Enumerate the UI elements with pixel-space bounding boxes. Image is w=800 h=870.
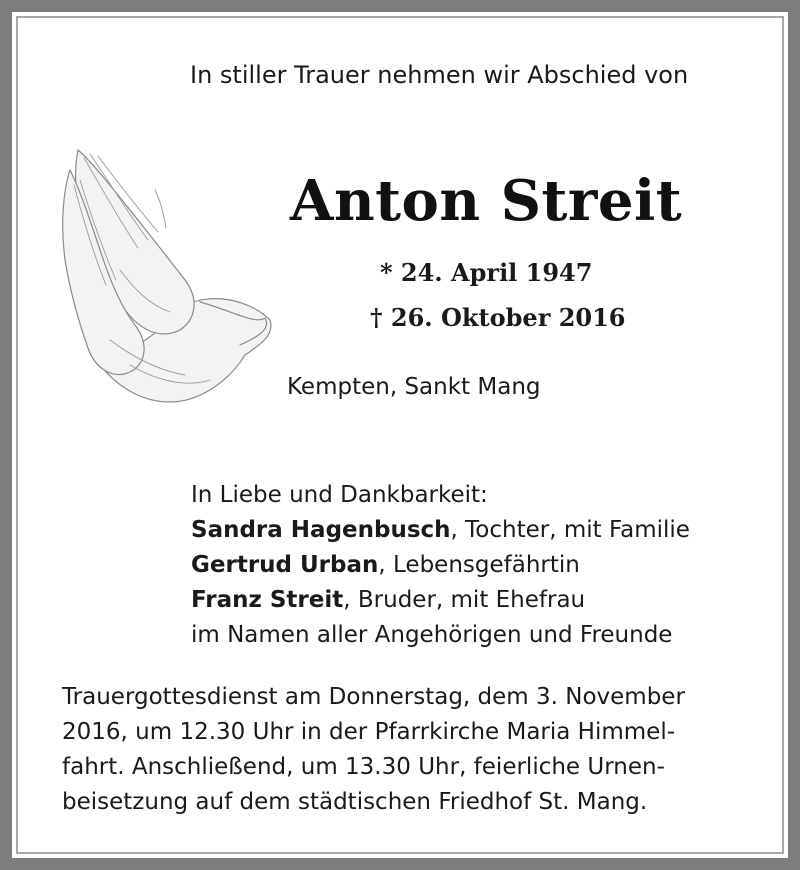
birth-date: * 24. April 1947 [380,258,593,287]
deceased-name: Anton Streit [290,168,683,234]
service-line: Trauergottesdienst am Donnerstag, dem 3. November [62,684,685,710]
mourner-relation: , Bruder, mit Ehefrau [343,587,586,613]
service-details [62,680,748,820]
mourner-line [191,513,690,548]
mourner-name: Franz Streit [191,587,344,613]
mourners-closing: im Namen aller Angehörigen und Freunde [191,622,673,648]
intro-line: In stiller Trauer nehmen wir Abschied von [190,61,689,89]
service-line: 2016, um 12.30 Uhr in der Pfarrkirche Maria Himmel- [62,719,676,745]
mourner-relation: , Lebensgefährtin [378,552,580,578]
praying-hands-icon [60,140,275,415]
mourners-heading: In Liebe und Dankbarkeit: [191,482,488,508]
mourner-name: Sandra Hagenbusch [191,517,451,543]
mourner-name: Gertrud Urban [191,552,379,578]
mourner-line [191,583,690,618]
mourners-block [191,478,690,653]
mourner-relation: , Tochter, mit Familie [450,517,690,543]
mourner-line [191,548,690,583]
service-line: fahrt. Anschließend, um 13.30 Uhr, feierliche Urnen- [62,754,665,780]
place-line: Kempten, Sankt Mang [287,374,541,400]
death-date: † 26. Oktober 2016 [370,303,626,332]
service-line: beisetzung auf dem städtischen Friedhof St. Mang. [62,789,648,815]
